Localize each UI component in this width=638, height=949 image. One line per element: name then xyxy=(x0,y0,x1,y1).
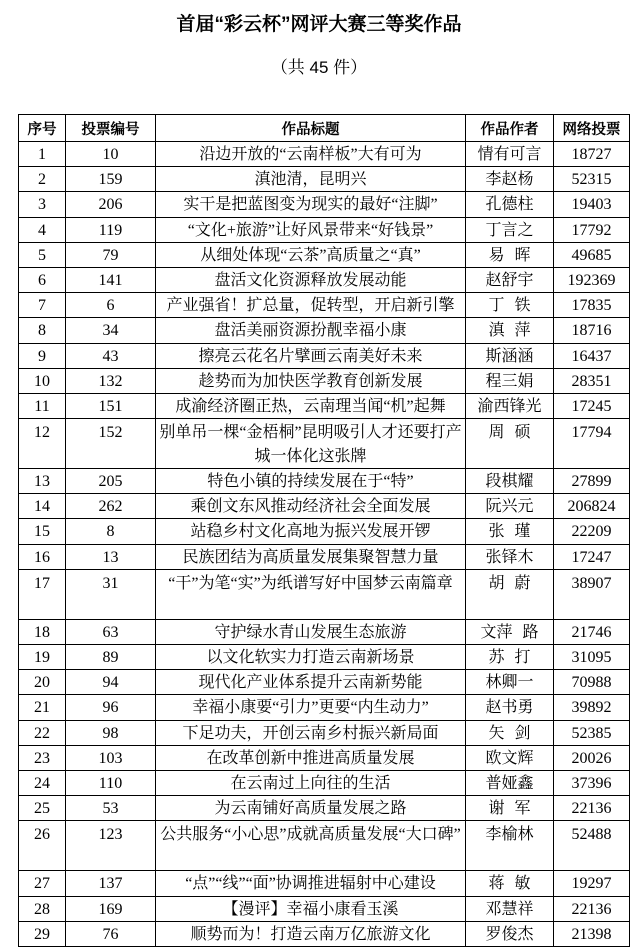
vote-number: 94 xyxy=(66,670,156,695)
work-author: 赵书勇 xyxy=(466,695,554,720)
vote-number: 53 xyxy=(66,796,156,821)
row-number: 4 xyxy=(19,217,66,242)
work-author: 易 晖 xyxy=(466,242,554,267)
row-number: 5 xyxy=(19,242,66,267)
vote-number: 262 xyxy=(66,494,156,519)
work-author: 李赵杨 xyxy=(466,167,554,192)
work-title: 沿边开放的“云南样板”大有可为 xyxy=(156,142,466,167)
table-row xyxy=(19,745,630,770)
work-title: 以文化软实力打造云南新场景 xyxy=(156,645,466,670)
work-title: “文化+旅游”让好风景带来“好钱景” xyxy=(156,217,466,242)
header-votes: 网络投票 xyxy=(554,115,630,142)
online-votes: 37396 xyxy=(554,770,630,795)
online-votes: 38907 xyxy=(554,569,630,619)
vote-number: 206 xyxy=(66,192,156,217)
table-row xyxy=(19,544,630,569)
vote-number: 119 xyxy=(66,217,156,242)
online-votes: 17247 xyxy=(554,544,630,569)
vote-number: 123 xyxy=(66,821,156,871)
table-row xyxy=(19,921,630,946)
work-title: 公共服务“小心思”成就高质量发展“大口碑” xyxy=(156,821,466,871)
row-number: 23 xyxy=(19,745,66,770)
work-author: 文萍 路 xyxy=(466,619,554,644)
work-title: 顺势而为！打造云南万亿旅游文化 xyxy=(156,921,466,946)
header-vote-number: 投票编号 xyxy=(66,115,156,142)
online-votes: 21746 xyxy=(554,619,630,644)
row-number: 8 xyxy=(19,318,66,343)
page-subtitle: （共 45 件） xyxy=(270,58,368,77)
work-author: 张 瑾 xyxy=(466,519,554,544)
row-number: 10 xyxy=(19,368,66,393)
row-number: 21 xyxy=(19,695,66,720)
vote-number: 169 xyxy=(66,896,156,921)
table-row xyxy=(19,242,630,267)
row-number: 20 xyxy=(19,670,66,695)
vote-number: 137 xyxy=(66,871,156,896)
online-votes: 27899 xyxy=(554,469,630,494)
row-number: 15 xyxy=(19,519,66,544)
vote-number: 141 xyxy=(66,267,156,292)
work-title: 下足功夫，开创云南乡村振兴新局面 xyxy=(156,720,466,745)
vote-number: 205 xyxy=(66,469,156,494)
row-number: 22 xyxy=(19,720,66,745)
work-author: 孔德柱 xyxy=(466,192,554,217)
vote-number: 152 xyxy=(66,419,156,469)
row-number: 9 xyxy=(19,343,66,368)
online-votes: 18716 xyxy=(554,318,630,343)
online-votes: 18727 xyxy=(554,142,630,167)
work-author: 丁 铁 xyxy=(466,293,554,318)
table-row xyxy=(19,494,630,519)
vote-number: 13 xyxy=(66,544,156,569)
online-votes: 206824 xyxy=(554,494,630,519)
online-votes: 17792 xyxy=(554,217,630,242)
online-votes: 52315 xyxy=(554,167,630,192)
table-row xyxy=(19,318,630,343)
vote-number: 110 xyxy=(66,770,156,795)
vote-number: 76 xyxy=(66,921,156,946)
online-votes: 22136 xyxy=(554,796,630,821)
row-number: 11 xyxy=(19,393,66,418)
table-row xyxy=(19,519,630,544)
online-votes: 70988 xyxy=(554,670,630,695)
vote-number: 10 xyxy=(66,142,156,167)
online-votes: 192369 xyxy=(554,267,630,292)
online-votes: 39892 xyxy=(554,695,630,720)
work-author: 李榆林 xyxy=(466,821,554,871)
table-row xyxy=(19,267,630,292)
online-votes: 17794 xyxy=(554,419,630,469)
work-title: 乘创文东风推动经济社会全面发展 xyxy=(156,494,466,519)
table-row xyxy=(19,695,630,720)
table-row xyxy=(19,192,630,217)
work-author: 欧文辉 xyxy=(466,745,554,770)
header-index: 序号 xyxy=(19,115,66,142)
work-title: 民族团结为高质量发展集聚智慧力量 xyxy=(156,544,466,569)
row-number: 24 xyxy=(19,770,66,795)
work-author: 阮兴元 xyxy=(466,494,554,519)
table-header-row xyxy=(19,115,630,142)
online-votes: 28351 xyxy=(554,368,630,393)
work-author: 程三娟 xyxy=(466,368,554,393)
work-author: 谢 军 xyxy=(466,796,554,821)
table-row xyxy=(19,293,630,318)
table-row xyxy=(19,796,630,821)
work-author: 滇 萍 xyxy=(466,318,554,343)
work-author: 矢 剑 xyxy=(466,720,554,745)
work-title: 为云南铺好高质量发展之路 xyxy=(156,796,466,821)
work-author: 丁言之 xyxy=(466,217,554,242)
work-title: 实干是把蓝图变为现实的最好“注脚” xyxy=(156,192,466,217)
work-title: 别单吊一棵“金梧桐”昆明吸引人才还要打产城一体化这张牌 xyxy=(156,419,466,469)
table-row xyxy=(19,569,630,619)
work-author: 胡 蔚 xyxy=(466,569,554,619)
vote-number: 8 xyxy=(66,519,156,544)
work-author: 苏 打 xyxy=(466,645,554,670)
online-votes: 49685 xyxy=(554,242,630,267)
vote-number: 159 xyxy=(66,167,156,192)
vote-number: 79 xyxy=(66,242,156,267)
row-number: 18 xyxy=(19,619,66,644)
table-row xyxy=(19,142,630,167)
work-author: 渝西锋光 xyxy=(466,393,554,418)
work-title: 现代化产业体系提升云南新势能 xyxy=(156,670,466,695)
row-number: 26 xyxy=(19,821,66,871)
online-votes: 52488 xyxy=(554,821,630,871)
header-author: 作品作者 xyxy=(466,115,554,142)
vote-number: 63 xyxy=(66,619,156,644)
row-number: 16 xyxy=(19,544,66,569)
row-number: 29 xyxy=(19,921,66,946)
vote-number: 6 xyxy=(66,293,156,318)
work-title: 在改革创新中推进高质量发展 xyxy=(156,745,466,770)
row-number: 12 xyxy=(19,419,66,469)
row-number: 25 xyxy=(19,796,66,821)
work-title: 守护绿水青山发展生态旅游 xyxy=(156,619,466,644)
work-title: 在云南过上向往的生活 xyxy=(156,770,466,795)
online-votes: 22136 xyxy=(554,896,630,921)
table-row xyxy=(19,619,630,644)
online-votes: 52385 xyxy=(554,720,630,745)
table-row xyxy=(19,896,630,921)
header-title: 作品标题 xyxy=(156,115,466,142)
online-votes: 21398 xyxy=(554,921,630,946)
table-row xyxy=(19,770,630,795)
table-row xyxy=(19,670,630,695)
table-row xyxy=(19,368,630,393)
work-author: 周 硕 xyxy=(466,419,554,469)
work-title: 擦亮云花名片擘画云南美好未来 xyxy=(156,343,466,368)
vote-number: 151 xyxy=(66,393,156,418)
online-votes: 17245 xyxy=(554,393,630,418)
work-title: “点”“线”“面”协调推进辐射中心建设 xyxy=(156,871,466,896)
online-votes: 16437 xyxy=(554,343,630,368)
table-row xyxy=(19,419,630,469)
row-number: 19 xyxy=(19,645,66,670)
row-number: 2 xyxy=(19,167,66,192)
page-title: 首届“彩云杯”网评大赛三等奖作品 xyxy=(176,14,462,35)
work-title: 盘活文化资源释放发展动能 xyxy=(156,267,466,292)
work-title: 盘活美丽资源扮靓幸福小康 xyxy=(156,318,466,343)
awards-table xyxy=(18,114,630,947)
work-author: 情有可言 xyxy=(466,142,554,167)
row-number: 13 xyxy=(19,469,66,494)
work-title: 【漫评】幸福小康看玉溪 xyxy=(156,896,466,921)
work-title: 趁势而为加快医学教育创新发展 xyxy=(156,368,466,393)
row-number: 14 xyxy=(19,494,66,519)
work-title: “干”为笔“实”为纸谱写好中国梦云南篇章 xyxy=(156,569,466,619)
online-votes: 17835 xyxy=(554,293,630,318)
table-row xyxy=(19,469,630,494)
online-votes: 19403 xyxy=(554,192,630,217)
row-number: 3 xyxy=(19,192,66,217)
table-row xyxy=(19,343,630,368)
row-number: 27 xyxy=(19,871,66,896)
vote-number: 103 xyxy=(66,745,156,770)
work-title: 从细处体现“云茶”高质量之“真” xyxy=(156,242,466,267)
work-title: 产业强省！扩总量，促转型，开启新引擎 xyxy=(156,293,466,318)
vote-number: 132 xyxy=(66,368,156,393)
online-votes: 19297 xyxy=(554,871,630,896)
row-number: 7 xyxy=(19,293,66,318)
table-row xyxy=(19,167,630,192)
work-author: 林卿一 xyxy=(466,670,554,695)
vote-number: 31 xyxy=(66,569,156,619)
table-row xyxy=(19,645,630,670)
vote-number: 98 xyxy=(66,720,156,745)
work-title: 幸福小康要“引力”更要“内生动力” xyxy=(156,695,466,720)
row-number: 17 xyxy=(19,569,66,619)
work-author: 张铎木 xyxy=(466,544,554,569)
row-number: 6 xyxy=(19,267,66,292)
vote-number: 89 xyxy=(66,645,156,670)
work-author: 赵舒宇 xyxy=(466,267,554,292)
table-row xyxy=(19,393,630,418)
work-author: 邓慧祥 xyxy=(466,896,554,921)
row-number: 28 xyxy=(19,896,66,921)
table-row xyxy=(19,821,630,871)
online-votes: 20026 xyxy=(554,745,630,770)
work-author: 段棋耀 xyxy=(466,469,554,494)
online-votes: 22209 xyxy=(554,519,630,544)
work-title: 成渝经济圈正热，云南理当闻“机”起舞 xyxy=(156,393,466,418)
row-number: 1 xyxy=(19,142,66,167)
table-row xyxy=(19,720,630,745)
online-votes: 31095 xyxy=(554,645,630,670)
work-author: 斯涵涵 xyxy=(466,343,554,368)
table-row xyxy=(19,871,630,896)
table-row xyxy=(19,217,630,242)
vote-number: 34 xyxy=(66,318,156,343)
work-title: 滇池清，昆明兴 xyxy=(156,167,466,192)
work-author: 普娅鑫 xyxy=(466,770,554,795)
vote-number: 43 xyxy=(66,343,156,368)
work-title: 特色小镇的持续发展在于“特” xyxy=(156,469,466,494)
work-author: 蒋 敏 xyxy=(466,871,554,896)
work-title: 站稳乡村文化高地为振兴发展开锣 xyxy=(156,519,466,544)
vote-number: 96 xyxy=(66,695,156,720)
work-author: 罗俊杰 xyxy=(466,921,554,946)
